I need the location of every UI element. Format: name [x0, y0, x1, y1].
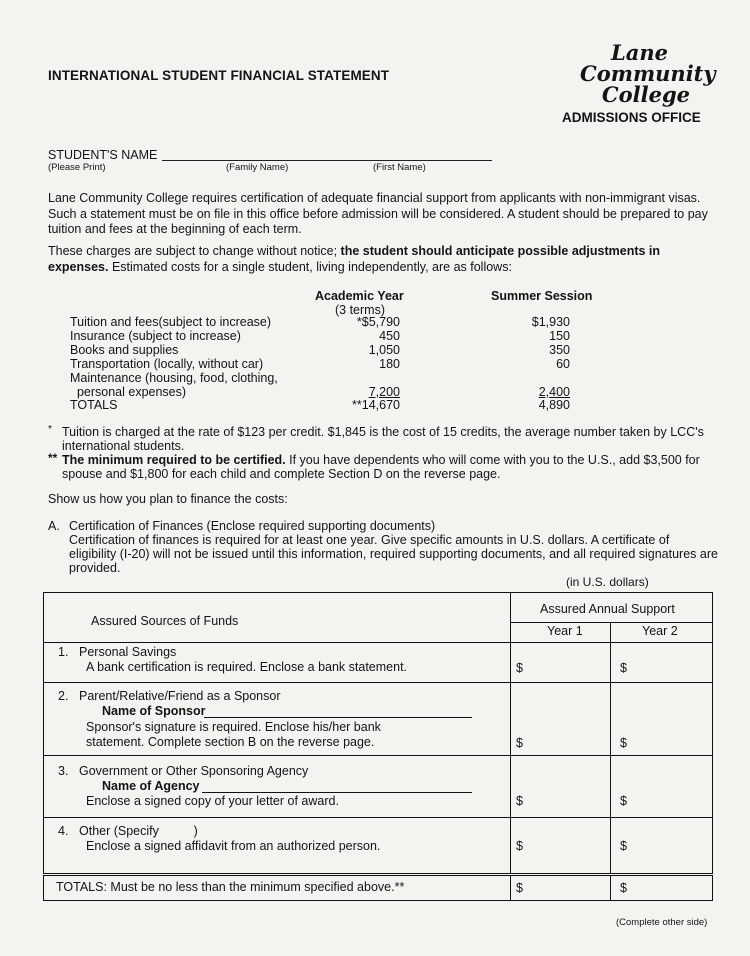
- section-a-letter: A.: [48, 519, 60, 533]
- row-number: 1.: [58, 645, 69, 659]
- other-title: Other (Specify ): [79, 824, 198, 838]
- row-divider: [44, 642, 713, 643]
- cost-row: [70, 329, 630, 343]
- cost-row: [70, 343, 630, 357]
- other-desc: Enclose a signed affidavit from an authorized person.: [86, 839, 381, 853]
- cost-label: Books and supplies: [70, 343, 179, 357]
- row-number: 4.: [58, 824, 69, 838]
- personal-savings-title: Personal Savings: [79, 645, 177, 659]
- section-a-body: Certification of finances is required for at least one year. Give specific amounts in U.S. dollars. A certificate of eligibility (I-20) will not be issued until this information, required supporting documents, and all required signatures are provided.: [69, 533, 718, 575]
- cost-academic: 450: [379, 329, 400, 343]
- annual-support-header: Assured Annual Support: [540, 602, 675, 616]
- sponsor-name-label: Name of Sponsor: [102, 704, 206, 718]
- summer-session-header: Summer Session: [491, 289, 593, 303]
- please-print-hint: (Please Print): [48, 162, 106, 173]
- row-divider: [44, 682, 713, 683]
- year2-total-input[interactable]: $: [620, 881, 627, 895]
- note-tuition: [48, 425, 718, 453]
- cost-label: Transportation (locally, without car): [70, 357, 264, 371]
- year1-agency-input[interactable]: $: [516, 794, 523, 808]
- note-tuition-text: Tuition is charged at the rate of $123 per credit. $1,845 is the cost of 15 credits, the average number taken by LCC's international students.: [62, 425, 704, 453]
- cost-label: Tuition and fees(subject to increase): [70, 315, 272, 329]
- office-name: ADMISSIONS OFFICE: [562, 110, 701, 125]
- sponsor-title: Parent/Relative/Friend as a Sponsor: [79, 689, 281, 703]
- academic-year-subheader: (3 terms): [335, 303, 385, 317]
- section-a-title: Certification of Finances (Enclose required supporting documents): [69, 519, 436, 533]
- row-divider: [44, 755, 713, 756]
- cost-label: Maintenance (housing, food, clothing,: [70, 371, 278, 385]
- first-name-hint: (First Name): [373, 162, 426, 173]
- totals-row: [43, 875, 713, 901]
- student-name-field[interactable]: [162, 160, 492, 161]
- sponsor-name-field[interactable]: [204, 717, 472, 718]
- cost-summer: $1,930: [531, 315, 570, 329]
- show-us-text: Show us how you plan to finance the costs:: [48, 492, 288, 506]
- year1-sponsor-input[interactable]: $: [516, 736, 523, 750]
- row-number: 3.: [58, 764, 69, 778]
- note-double-asterisk: **: [48, 451, 58, 465]
- cost-summer: 350: [549, 343, 570, 357]
- college-logo: [580, 40, 716, 107]
- year2-agency-input[interactable]: $: [620, 794, 627, 808]
- personal-savings-desc: A bank certification is required. Enclose a bank statement.: [86, 660, 408, 674]
- cost-totals-row: [70, 398, 630, 412]
- cost-label: TOTALS: [70, 398, 118, 412]
- cost-label: Insurance (subject to increase): [70, 329, 241, 343]
- form-title: INTERNATIONAL STUDENT FINANCIAL STATEMENT: [48, 68, 390, 83]
- row-divider: [44, 817, 713, 818]
- year2-other-input[interactable]: $: [620, 839, 627, 853]
- year1-header: Year 1: [547, 624, 583, 638]
- charges-bold: the student should anticipate possible adjustments in expenses.: [48, 244, 661, 274]
- year1-other-input[interactable]: $: [516, 839, 523, 853]
- cost-academic: 1,050: [368, 343, 400, 357]
- cost-summer: 150: [549, 329, 570, 343]
- row-number: 2.: [58, 689, 69, 703]
- financing-table: [43, 592, 713, 874]
- agency-desc: Enclose a signed copy of your letter of award.: [86, 794, 339, 808]
- cost-academic: **14,670: [352, 398, 400, 412]
- year1-total-input[interactable]: $: [516, 881, 523, 895]
- cost-label: personal expenses): [70, 385, 187, 399]
- cost-summer: 2,400: [538, 385, 570, 399]
- agency-name-label: Name of Agency: [102, 779, 200, 793]
- sponsor-desc: Sponsor's signature is required. Enclose his/her bank statement. Complete section B on the reverse page.: [86, 720, 381, 749]
- cost-academic: *$5,790: [356, 315, 400, 329]
- column-divider: [610, 876, 611, 900]
- logo-line-3: College: [601, 82, 690, 107]
- totals-label: TOTALS: Must be no less than the minimum specified above.**: [56, 880, 405, 894]
- student-name-label: STUDENT'S NAME: [48, 148, 158, 162]
- note-minimum-text: If you have dependents who will come with you to the U.S., add $3,500 for spouse and $1,800 for each child and complete Section D on the reverse page.: [62, 453, 700, 481]
- charges-prefix: These charges are subject to change without notice;: [48, 244, 341, 258]
- complete-other-side: (Complete other side): [616, 917, 708, 928]
- logo-line-2: Community: [580, 61, 716, 86]
- agency-name-field[interactable]: [202, 792, 472, 793]
- year2-savings-input[interactable]: $: [620, 661, 627, 675]
- cost-summer: 60: [556, 357, 570, 371]
- note-minimum-bold: The minimum required to be certified.: [62, 453, 286, 467]
- currency-note: (in U.S. dollars): [566, 575, 649, 589]
- academic-year-header: Academic Year: [315, 289, 404, 303]
- cost-summer: 4,890: [538, 398, 570, 412]
- note-asterisk: *: [48, 424, 52, 435]
- column-divider: [510, 593, 511, 874]
- note-minimum: [48, 453, 718, 481]
- charges-suffix: Estimated costs for a single student, living independently, are as follows:: [108, 259, 512, 274]
- cost-row: [70, 315, 630, 329]
- agency-title: Government or Other Sponsoring Agency: [79, 764, 309, 778]
- intro-paragraph: Lane Community College requires certification of adequate financial support from applicants with non-immigrant visas. Such a statement must be on file in this office before admission will be considered. A student should be prepared to pay tuition and fees at the beginning of each term.: [48, 191, 708, 236]
- column-divider: [610, 622, 611, 874]
- year2-header: Year 2: [642, 624, 678, 638]
- sources-header: Assured Sources of Funds: [91, 614, 239, 628]
- logo-line-1: Lane: [610, 40, 668, 65]
- year1-savings-input[interactable]: $: [516, 661, 523, 675]
- cost-row: [70, 371, 630, 385]
- year2-sponsor-input[interactable]: $: [620, 736, 627, 750]
- cost-row: [70, 357, 630, 371]
- family-name-hint: (Family Name): [226, 162, 289, 173]
- cost-row: [70, 385, 630, 399]
- column-divider: [510, 876, 511, 900]
- cost-academic: 7,200: [368, 385, 400, 399]
- row-divider: [510, 622, 713, 623]
- cost-academic: 180: [379, 357, 400, 371]
- charges-paragraph: [48, 244, 718, 275]
